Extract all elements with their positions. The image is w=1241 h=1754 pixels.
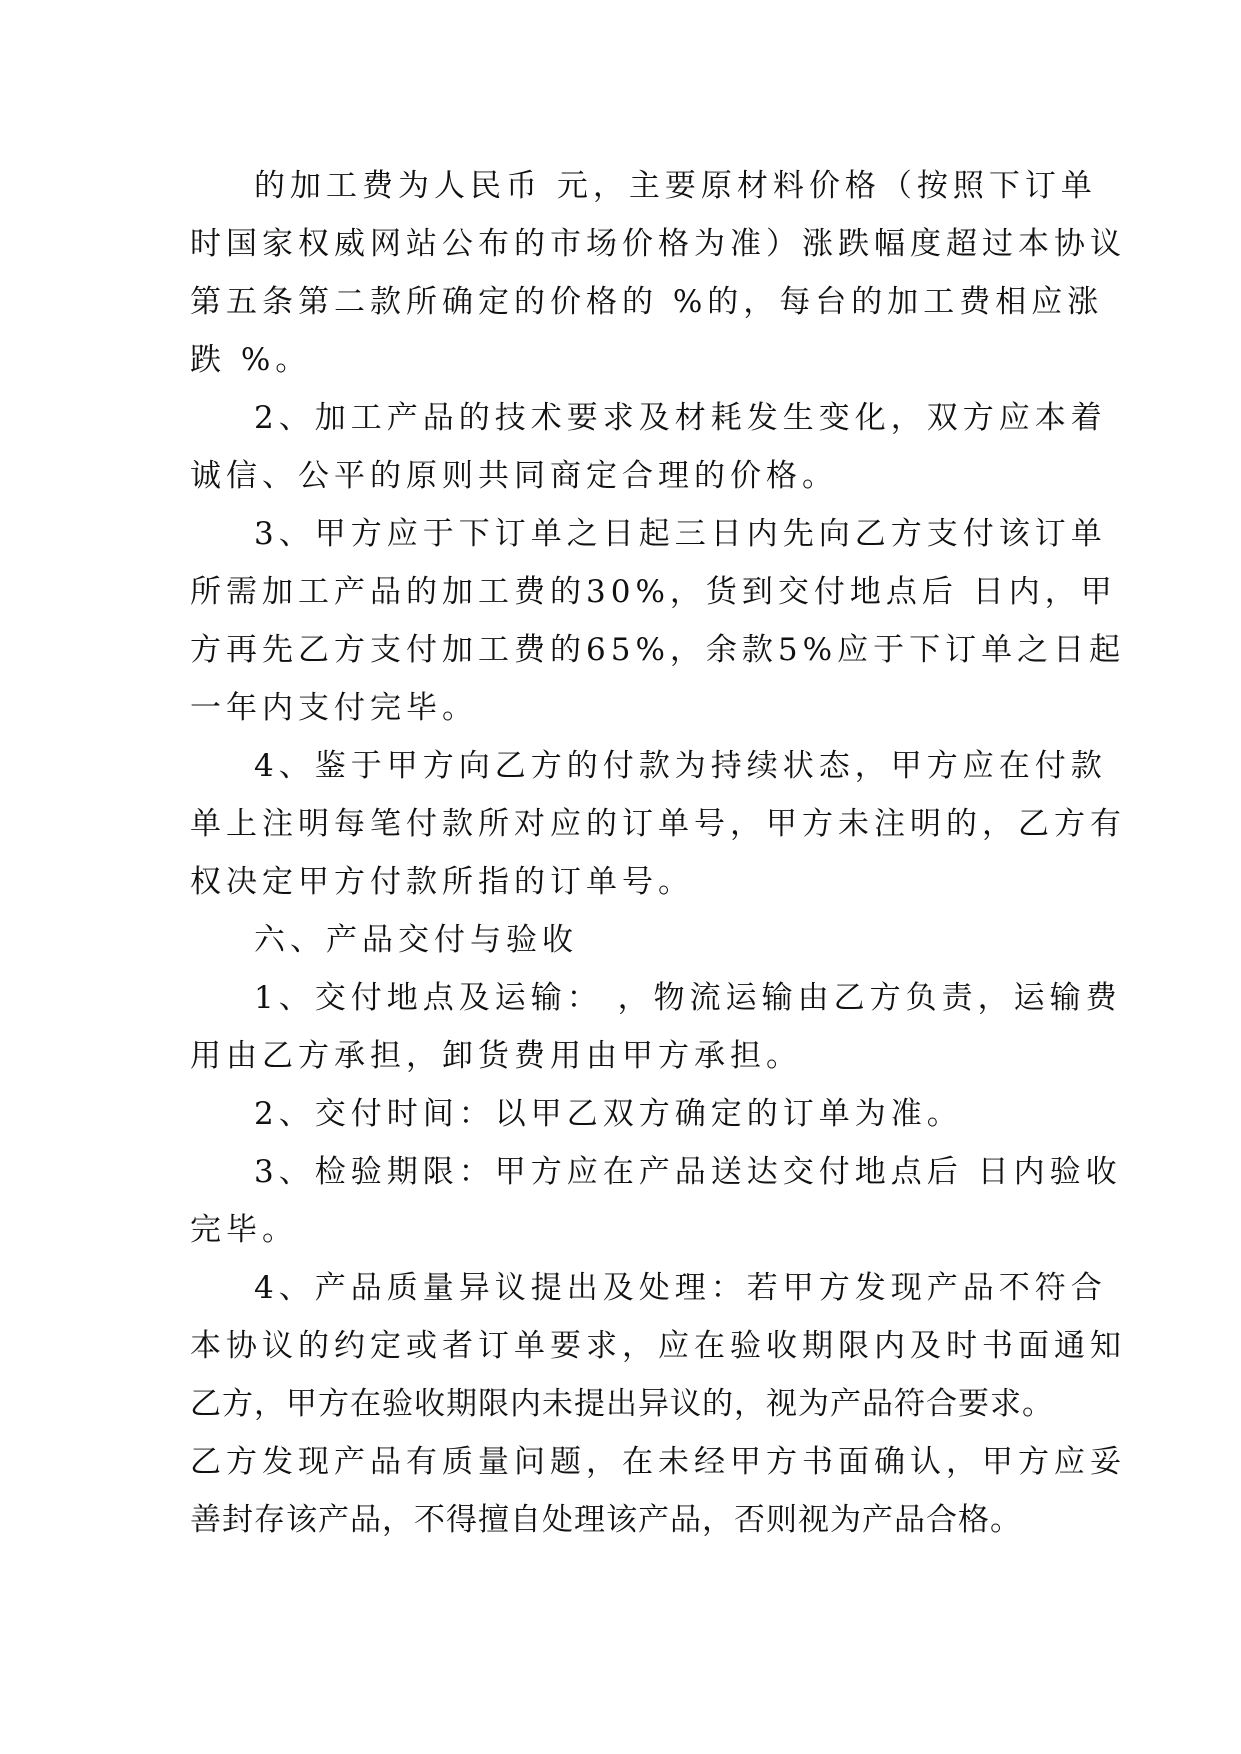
paragraph-line: 善封存该产品，不得擅自处理该产品，否则视为产品合格。: [190, 1502, 1022, 1538]
paragraph-line: 3、检验期限：甲方应在产品送达交付地点后 日内验收: [254, 1154, 1122, 1190]
paragraph-line: 单上注明每笔付款所对应的订单号，甲方未注明的，乙方有: [190, 806, 1126, 842]
paragraph-line: 完毕。: [190, 1212, 298, 1248]
paragraph-line: 本协议的约定或者订单要求，应在验收期限内及时书面通知: [190, 1328, 1126, 1364]
paragraph-line: 时国家权威网站公布的市场价格为准）涨跌幅度超过本协议: [190, 226, 1126, 262]
paragraph-line: 诚信、公平的原则共同商定合理的价格。: [190, 458, 838, 494]
paragraph-line: 权决定甲方付款所指的订单号。: [190, 864, 694, 900]
paragraph-line: 用由乙方承担，卸货费用由甲方承担。: [190, 1038, 802, 1074]
paragraph-line: 4、产品质量异议提出及处理：若甲方发现产品不符合: [254, 1270, 1107, 1306]
paragraph-line: 跌 %。: [190, 342, 312, 378]
paragraph-line: 第五条第二款所确定的价格的 %的，每台的加工费相应涨: [190, 284, 1104, 320]
section-heading: 六、产品交付与验收: [254, 922, 578, 958]
paragraph-line: 乙方，甲方在验收期限内未提出异议的，视为产品符合要求。: [190, 1386, 1054, 1422]
paragraph-line: 2、加工产品的技术要求及材耗发生变化，双方应本着: [254, 400, 1107, 436]
paragraph-line: 所需加工产品的加工费的30%，货到交付地点后 日内，甲: [190, 574, 1117, 610]
paragraph-line: 2、交付时间：以甲乙双方确定的订单为准。: [254, 1096, 963, 1132]
paragraph-line: 4、鉴于甲方向乙方的付款为持续状态，甲方应在付款: [254, 748, 1107, 784]
paragraph-line: 一年内支付完毕。: [190, 690, 478, 726]
paragraph-line: 方再先乙方支付加工费的65%，余款5%应于下订单之日起: [190, 632, 1126, 668]
document-body: [190, 157, 1126, 1549]
paragraph-line: 的加工费为人民币 元，主要原材料价格（按照下订单: [254, 168, 1097, 204]
paragraph-line: 3、甲方应于下订单之日起三日内先向乙方支付该订单: [254, 516, 1107, 552]
paragraph-line: 乙方发现产品有质量问题，在未经甲方书面确认，甲方应妥: [190, 1444, 1126, 1480]
paragraph-line: 1、交付地点及运输： ，物流运输由乙方负责，运输费: [254, 980, 1122, 1016]
